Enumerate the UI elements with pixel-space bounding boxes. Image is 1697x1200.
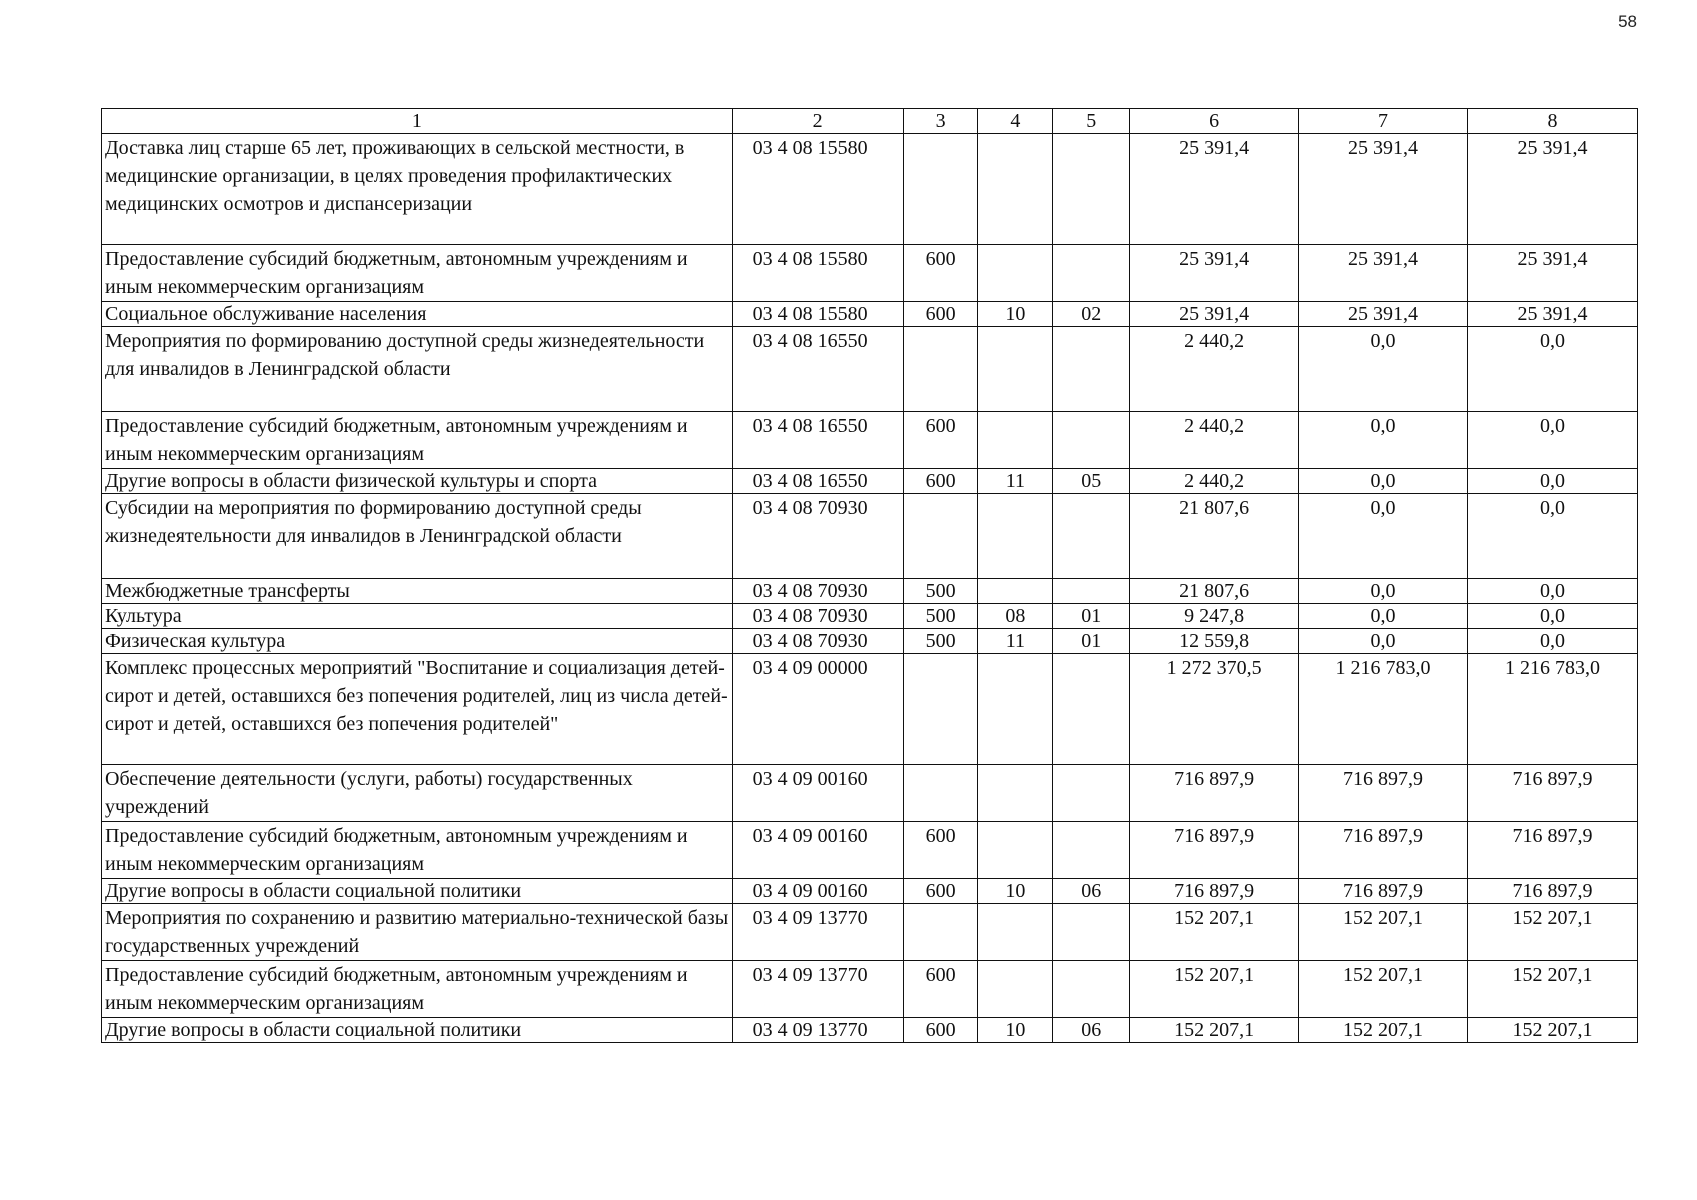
table-row xyxy=(102,302,1638,327)
row-rz-cell xyxy=(978,245,1053,302)
table-row xyxy=(102,412,1638,469)
row-value-1-cell: 21 807,6 xyxy=(1130,579,1299,604)
row-vr-cell xyxy=(903,494,978,579)
row-value-3-cell: 0,0 xyxy=(1467,604,1637,629)
row-code-cell: 03 4 09 13770 xyxy=(732,1018,903,1043)
row-vr-cell: 600 xyxy=(903,245,978,302)
row-value-2-cell: 716 897,9 xyxy=(1299,879,1468,904)
table-row xyxy=(102,879,1638,904)
row-value-1-cell: 12 559,8 xyxy=(1130,629,1299,654)
row-pr-cell: 06 xyxy=(1053,879,1130,904)
row-value-1-cell: 716 897,9 xyxy=(1130,822,1299,879)
row-name-cell: Комплекс процессных мероприятий "Воспитание и социализация детей-сирот и детей, оставшихся без попечения родителей, лиц из числа детей-сирот и детей, оставшихся без попечения родителей" xyxy=(102,654,733,765)
row-vr-cell: 600 xyxy=(903,879,978,904)
row-name-cell: Культура xyxy=(102,604,733,629)
row-name-cell: Другие вопросы в области социальной политики xyxy=(102,1018,733,1043)
row-value-1-cell: 21 807,6 xyxy=(1130,494,1299,579)
row-code-cell: 03 4 08 16550 xyxy=(732,327,903,412)
row-name-cell: Доставка лиц старше 65 лет, проживающих в сельской местности, в медицинские организации, в целях проведения профилактических медицинских осмотров и диспансеризации xyxy=(102,134,733,245)
row-value-3-cell: 0,0 xyxy=(1467,469,1637,494)
row-pr-cell xyxy=(1053,245,1130,302)
header-cell-3: 3 xyxy=(903,109,978,134)
row-vr-cell xyxy=(903,327,978,412)
row-name-cell: Другие вопросы в области социальной политики xyxy=(102,879,733,904)
table-row xyxy=(102,654,1638,765)
row-pr-cell: 01 xyxy=(1053,604,1130,629)
row-pr-cell xyxy=(1053,327,1130,412)
row-value-3-cell: 0,0 xyxy=(1467,629,1637,654)
row-value-2-cell: 25 391,4 xyxy=(1299,134,1468,245)
row-name-cell: Физическая культура xyxy=(102,629,733,654)
header-cell-5: 5 xyxy=(1053,109,1130,134)
row-value-3-cell: 716 897,9 xyxy=(1467,879,1637,904)
row-vr-cell: 500 xyxy=(903,604,978,629)
row-code-cell: 03 4 08 15580 xyxy=(732,302,903,327)
row-value-1-cell: 2 440,2 xyxy=(1130,327,1299,412)
row-value-1-cell: 2 440,2 xyxy=(1130,412,1299,469)
budget-table-container xyxy=(101,108,1638,1043)
row-pr-cell xyxy=(1053,904,1130,961)
row-pr-cell xyxy=(1053,412,1130,469)
row-rz-cell xyxy=(978,904,1053,961)
row-value-2-cell: 0,0 xyxy=(1299,494,1468,579)
row-vr-cell: 600 xyxy=(903,412,978,469)
table-row xyxy=(102,494,1638,579)
row-name-cell: Социальное обслуживание населения xyxy=(102,302,733,327)
row-code-cell: 03 4 09 13770 xyxy=(732,961,903,1018)
row-value-2-cell: 0,0 xyxy=(1299,629,1468,654)
row-code-cell: 03 4 08 15580 xyxy=(732,134,903,245)
row-value-1-cell: 25 391,4 xyxy=(1130,134,1299,245)
row-value-2-cell: 152 207,1 xyxy=(1299,961,1468,1018)
row-name-cell: Обеспечение деятельности (услуги, работы) государственных учреждений xyxy=(102,765,733,822)
row-vr-cell xyxy=(903,134,978,245)
row-rz-cell xyxy=(978,822,1053,879)
row-pr-cell xyxy=(1053,961,1130,1018)
table-header-row xyxy=(102,109,1638,134)
row-rz-cell: 08 xyxy=(978,604,1053,629)
row-value-3-cell: 152 207,1 xyxy=(1467,1018,1637,1043)
row-pr-cell xyxy=(1053,579,1130,604)
table-row xyxy=(102,245,1638,302)
table-row xyxy=(102,469,1638,494)
row-code-cell: 03 4 09 00160 xyxy=(732,879,903,904)
row-vr-cell: 600 xyxy=(903,961,978,1018)
row-rz-cell: 10 xyxy=(978,302,1053,327)
row-name-cell: Предоставление субсидий бюджетным, автономным учреждениям и иным некоммерческим организациям xyxy=(102,412,733,469)
header-cell-8: 8 xyxy=(1467,109,1637,134)
row-value-1-cell: 152 207,1 xyxy=(1130,1018,1299,1043)
row-code-cell: 03 4 09 13770 xyxy=(732,904,903,961)
row-vr-cell: 600 xyxy=(903,822,978,879)
row-value-3-cell: 152 207,1 xyxy=(1467,904,1637,961)
row-value-1-cell: 25 391,4 xyxy=(1130,302,1299,327)
row-vr-cell: 500 xyxy=(903,579,978,604)
row-value-3-cell: 25 391,4 xyxy=(1467,134,1637,245)
row-pr-cell xyxy=(1053,765,1130,822)
row-value-1-cell: 716 897,9 xyxy=(1130,879,1299,904)
row-pr-cell: 02 xyxy=(1053,302,1130,327)
row-name-cell: Предоставление субсидий бюджетным, автономным учреждениям и иным некоммерческим организациям xyxy=(102,822,733,879)
row-value-3-cell: 25 391,4 xyxy=(1467,302,1637,327)
row-rz-cell xyxy=(978,654,1053,765)
row-vr-cell: 600 xyxy=(903,1018,978,1043)
row-vr-cell: 500 xyxy=(903,629,978,654)
row-rz-cell xyxy=(978,327,1053,412)
row-value-1-cell: 25 391,4 xyxy=(1130,245,1299,302)
row-rz-cell xyxy=(978,494,1053,579)
table-row xyxy=(102,579,1638,604)
row-value-1-cell: 2 440,2 xyxy=(1130,469,1299,494)
row-value-1-cell: 716 897,9 xyxy=(1130,765,1299,822)
table-row xyxy=(102,327,1638,412)
row-pr-cell xyxy=(1053,494,1130,579)
row-code-cell: 03 4 08 70930 xyxy=(732,629,903,654)
row-pr-cell: 06 xyxy=(1053,1018,1130,1043)
row-value-3-cell: 716 897,9 xyxy=(1467,822,1637,879)
row-value-2-cell: 0,0 xyxy=(1299,469,1468,494)
table-row xyxy=(102,604,1638,629)
table-row xyxy=(102,1018,1638,1043)
row-code-cell: 03 4 09 00160 xyxy=(732,765,903,822)
row-value-3-cell: 152 207,1 xyxy=(1467,961,1637,1018)
row-name-cell: Другие вопросы в области физической культуры и спорта xyxy=(102,469,733,494)
row-code-cell: 03 4 09 00000 xyxy=(732,654,903,765)
header-cell-2: 2 xyxy=(732,109,903,134)
row-rz-cell xyxy=(978,961,1053,1018)
row-rz-cell xyxy=(978,765,1053,822)
row-value-3-cell: 0,0 xyxy=(1467,579,1637,604)
header-cell-7: 7 xyxy=(1299,109,1468,134)
row-value-2-cell: 716 897,9 xyxy=(1299,765,1468,822)
row-code-cell: 03 4 08 70930 xyxy=(732,604,903,629)
row-code-cell: 03 4 08 70930 xyxy=(732,579,903,604)
table-row xyxy=(102,961,1638,1018)
row-vr-cell xyxy=(903,654,978,765)
row-value-3-cell: 0,0 xyxy=(1467,327,1637,412)
row-vr-cell: 600 xyxy=(903,302,978,327)
table-row xyxy=(102,765,1638,822)
row-value-1-cell: 1 272 370,5 xyxy=(1130,654,1299,765)
row-code-cell: 03 4 08 15580 xyxy=(732,245,903,302)
row-code-cell: 03 4 08 16550 xyxy=(732,469,903,494)
row-vr-cell xyxy=(903,765,978,822)
row-rz-cell xyxy=(978,579,1053,604)
row-name-cell: Межбюджетные трансферты xyxy=(102,579,733,604)
row-code-cell: 03 4 08 70930 xyxy=(732,494,903,579)
row-rz-cell: 11 xyxy=(978,629,1053,654)
row-pr-cell xyxy=(1053,822,1130,879)
page-number: 58 xyxy=(1618,12,1637,31)
row-value-2-cell: 716 897,9 xyxy=(1299,822,1468,879)
row-code-cell: 03 4 08 16550 xyxy=(732,412,903,469)
row-name-cell: Предоставление субсидий бюджетным, автономным учреждениям и иным некоммерческим организациям xyxy=(102,961,733,1018)
row-value-1-cell: 9 247,8 xyxy=(1130,604,1299,629)
row-value-2-cell: 25 391,4 xyxy=(1299,245,1468,302)
table-row xyxy=(102,904,1638,961)
table-row xyxy=(102,822,1638,879)
row-value-3-cell: 1 216 783,0 xyxy=(1467,654,1637,765)
row-rz-cell: 10 xyxy=(978,1018,1053,1043)
row-value-1-cell: 152 207,1 xyxy=(1130,961,1299,1018)
row-value-2-cell: 152 207,1 xyxy=(1299,904,1468,961)
row-value-2-cell: 25 391,4 xyxy=(1299,302,1468,327)
row-value-2-cell: 0,0 xyxy=(1299,579,1468,604)
row-vr-cell: 600 xyxy=(903,469,978,494)
row-value-3-cell: 25 391,4 xyxy=(1467,245,1637,302)
row-code-cell: 03 4 09 00160 xyxy=(732,822,903,879)
row-value-2-cell: 0,0 xyxy=(1299,327,1468,412)
row-pr-cell xyxy=(1053,654,1130,765)
row-rz-cell xyxy=(978,412,1053,469)
row-rz-cell xyxy=(978,134,1053,245)
row-value-3-cell: 716 897,9 xyxy=(1467,765,1637,822)
table-row xyxy=(102,629,1638,654)
row-value-2-cell: 152 207,1 xyxy=(1299,1018,1468,1043)
row-pr-cell xyxy=(1053,134,1130,245)
row-pr-cell: 05 xyxy=(1053,469,1130,494)
row-value-2-cell: 0,0 xyxy=(1299,604,1468,629)
table-row xyxy=(102,134,1638,245)
row-name-cell: Мероприятия по формированию доступной среды жизнедеятельности для инвалидов в Ленинградской области xyxy=(102,327,733,412)
row-value-2-cell: 1 216 783,0 xyxy=(1299,654,1468,765)
row-name-cell: Субсидии на мероприятия по формированию доступной среды жизнедеятельности для инвалидов в Ленинградской области xyxy=(102,494,733,579)
budget-table xyxy=(101,108,1638,1043)
row-rz-cell: 11 xyxy=(978,469,1053,494)
header-cell-4: 4 xyxy=(978,109,1053,134)
row-name-cell: Предоставление субсидий бюджетным, автономным учреждениям и иным некоммерческим организациям xyxy=(102,245,733,302)
row-vr-cell xyxy=(903,904,978,961)
row-value-3-cell: 0,0 xyxy=(1467,412,1637,469)
row-name-cell: Мероприятия по сохранению и развитию материально-технической базы государственных учреждений xyxy=(102,904,733,961)
row-value-1-cell: 152 207,1 xyxy=(1130,904,1299,961)
row-value-3-cell: 0,0 xyxy=(1467,494,1637,579)
row-rz-cell: 10 xyxy=(978,879,1053,904)
row-pr-cell: 01 xyxy=(1053,629,1130,654)
row-value-2-cell: 0,0 xyxy=(1299,412,1468,469)
header-cell-1: 1 xyxy=(102,109,733,134)
header-cell-6: 6 xyxy=(1130,109,1299,134)
